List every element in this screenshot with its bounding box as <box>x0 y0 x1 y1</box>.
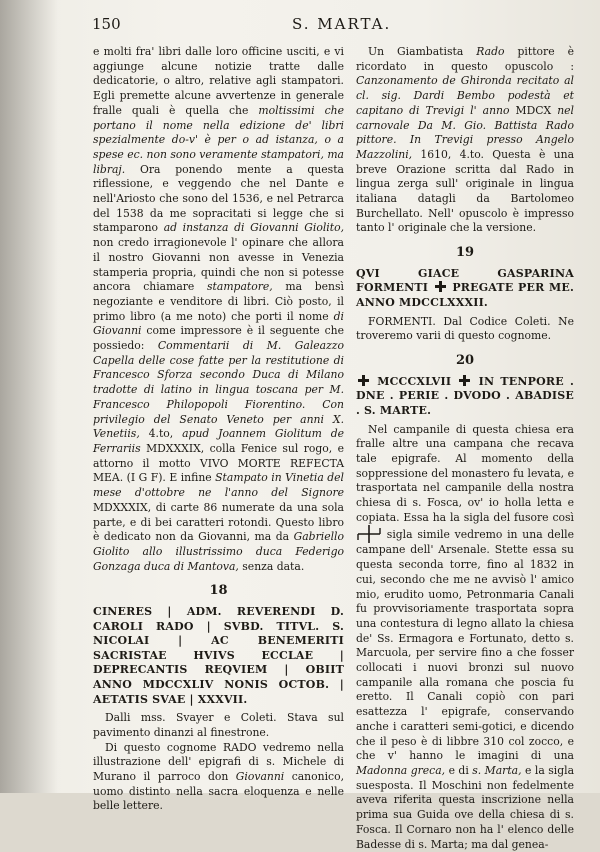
running-title: S. MARTA. <box>292 15 392 33</box>
page-number: 150 <box>92 15 121 33</box>
left-column <box>93 45 344 814</box>
paragraph-giambatista: Un Giambatista Rado pittore è ricordato in questo opuscolo : Canzonamento de Ghironda recitato al cl. sig. Dardi Bembo podestà et capitano di Trevigi l' anno MDCX nel carnovale Da M. Gio. Battista Rado pittore. In Trevigi presso Angelo Mazzolini, 1610, 4.to. Questa è una breve Orazione scritta dal Rado in lingua zerga sull' originale in lingua italiana datagli da Bartolomeo Burchellato. Nell' opuscolo è impresso tanto l' originale che la versione. <box>356 45 575 235</box>
entry-number-19: 19 <box>455 245 475 261</box>
paragraph-source-18: Dalli mss. Svayer e Coleti. Stava sul pavimento dinanzi al finestrone. <box>93 711 344 739</box>
founder-mark-icon <box>356 525 382 543</box>
paragraph-formenti: FORMENTI. Dal Codice Coleti. Ne troveremo varii di questo cognome. <box>356 314 574 343</box>
inscription-18: CINERES | ADM. REVERENDI D. CAROLI RADO | SVBD. TITVL. S. NICOLAI | AC BENEMERITI SACRISTAE HVIVS ECCLAE | DEPRECANTIS REQVIEM | OBIIT ANNO MDCCXLIV NONIS OCTOB. | AETATIS SVAE | XXXVII. <box>93 605 344 706</box>
inscription-19: QVI GIACE GASPARINA FORMENTI PREGATE PER ME. ANNO MDCCLXXXII. <box>356 266 575 310</box>
paragraph-campana: Nel campanile di questa chiesa era fralle altre una campana che recava tale epigrafe. Al momento della soppressione del monastero fu levata, e trasportata nel campanile della nostra chiesa di s. Fosca, ov' io holla letta e copiata. Essa ha la sigla del fusore così sigla simile vedremo in una delle campane dell' Arsenale. Stette essa su questa seconda torre, fino al 1832 in cui, secondo che me ne avvisò l' amico mio, erudito uomo, Petronmaria Canali fu provvisoriamente trasportata sopra una contestura di legno allato la chiesa de' Ss. Ermagora e Fortunato, detto s. Marcuola, per servire fino a che fosser collocati i nuovi bronzi sul nuovo campanile alla romana che poscia fu eretto. Il Canali copiò con pari esattezza l' epigrafe, conservando anche i caratteri semi-gotici, e dicendo che il peso è di libbre 310 col zocco, e che v' hanno le imagini di una Madonna greca, e di s. Marta, e la sigla suesposta. Il Moschini non fedelmente aveva riferita questa inscrizione nella prima sua Guida ove della chiesa di s. Fosca. Il Cornaro non ha l' elenco delle Badesse di s. Marta; ma dal genea- <box>356 422 575 851</box>
cross-icon <box>435 281 446 292</box>
paragraph-giolito: e molti fra' libri dalle loro officine usciti, e vi aggiunge alcune notizie tratte dalle dedicatorie, o altro, relative agli stampatori. Egli premette alcune avvertenze in generale fralle quali è quella che moltissimi che portano il nome nella edizione de' libri spezialmente do-v' è per o ad istanza, o a spese ec. non sono veramente stampatori, ma libraj. Ora ponendo mente a questa riflessione, e veggendo che nel Dante e nell'Ariosto che sono del 1536, e nel Petrarca del 1538 da me sopracitati si legge che si stamparono ad instanza di Giovanni Giolito, non credo irragionevole l' opinare che allora il nostro Giovanni non avesse in Venezia stamperia propria, quindi che non si potesse ancora chiamare stampatore, ma bensì negoziante e venditore di libri. Ciò posto, il primo libro (a me noto) che porti il nome di Giovanni come impressore è il seguente che possiedo: Commentarii di M. Galeazzo Capella delle cose fatte per la restitutione di Francesco Sforza secondo Duca di Milano tradotte di latino in lingua toscana per M. Francesco Philopopoli Fiorentino. Con privilegio del Senato Veneto per anni X. Venetiis, 4.to, apud Joannem Giolitum de Ferrariis MDXXXIX, colla Fenice sul rogo, e attorno il motto VIVO MORTE REFECTA MEA. (I G F). E infine Stampato in Vinetia del mese d'ottobre ne l'anno del Signore MDXXXIX, di carte 86 numerate da una sola parte, e di bei caratteri rotondi. Questo libro è dedicato non da Giovanni, ma da Gabriello Giolito allo illustrissimo duca Federigo Gonzaga duca di Mantova, senza data. <box>93 45 345 573</box>
inscription-20: MCCCXLVII IN TENPORE . DNE . PERIE . DVODO . ABADISE . S. MARTE. <box>356 374 574 417</box>
cross-icon <box>358 375 369 386</box>
right-column <box>356 45 574 852</box>
entry-number-20: 20 <box>455 353 475 369</box>
cross-icon <box>459 375 470 386</box>
paragraph-rado: Di questo cognome RADO vedremo nella illustrazione dell' epigrafi di s. Michele di Murano il parroco don Giovanni canonico, uomo distinto nella sacra eloquenza e nelle belle lettere. <box>93 740 345 813</box>
entry-number-18: 18 <box>209 583 228 599</box>
page-header <box>92 13 554 37</box>
